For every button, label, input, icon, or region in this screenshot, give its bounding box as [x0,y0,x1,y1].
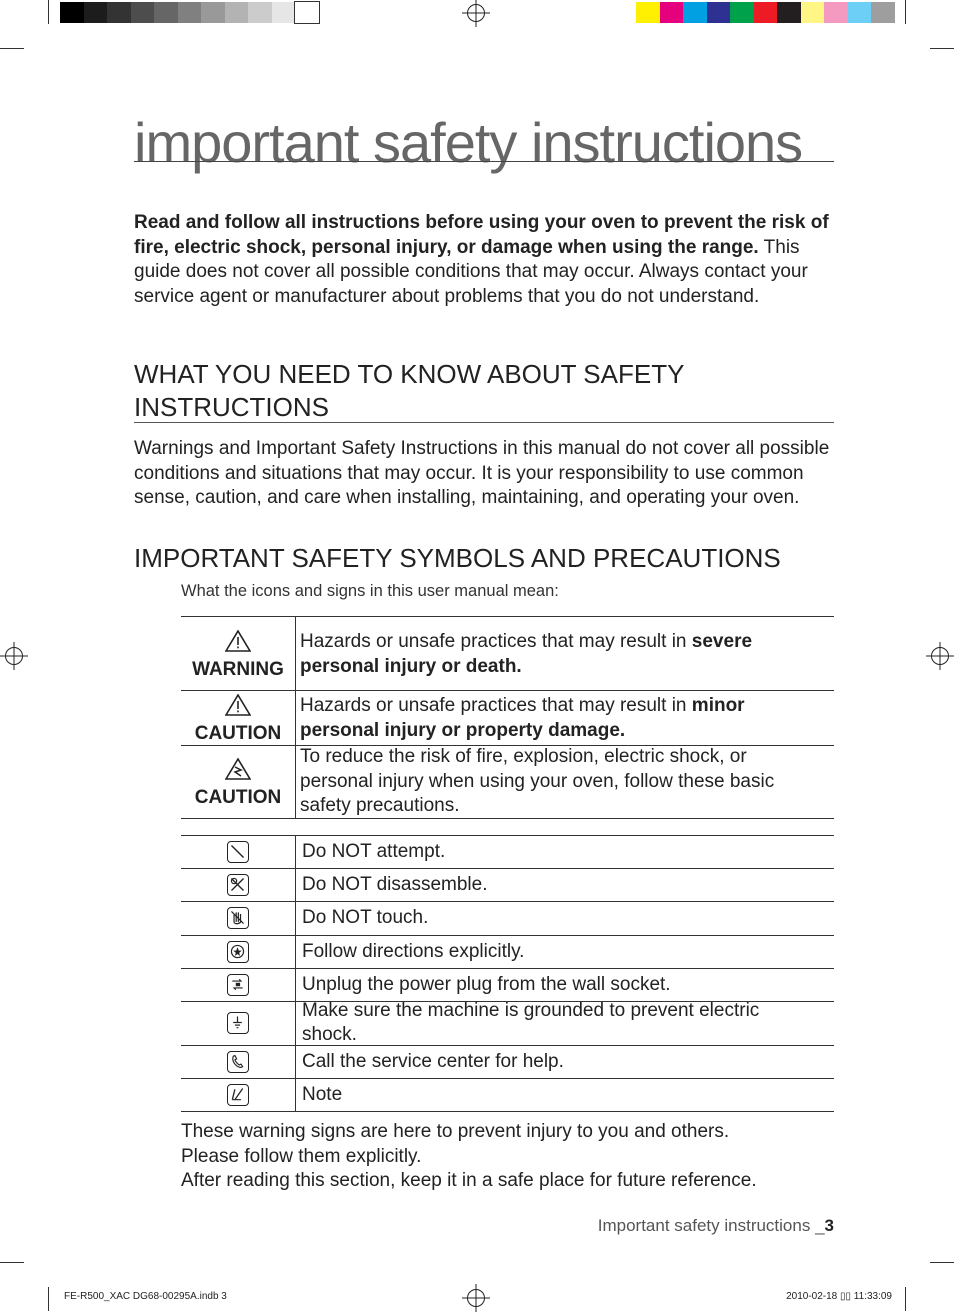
signal-text [300,694,820,743]
symbol-row [181,968,834,1001]
signal-text: To reduce the risk of fire, explosion, electric shock, or personal injury when using your oven, follow these basic safety precautions. [300,746,775,816]
table-rule [181,868,834,869]
color-swatch [730,2,754,23]
do-not-disassemble-icon [227,874,249,896]
gray-swatch [154,2,178,23]
closing-line: These warning signs are here to prevent injury to you and others. [181,1121,730,1142]
section-body: Warnings and Important Safety Instructions in this manual do not cover all possible conditions and situations that may occur. It is your responsibility to use common sense, caution, and care when installing, maintaining, and operating your oven. [134,438,830,508]
signal-label: CAUTION [194,723,282,744]
page-title: important safety instructions [134,111,803,174]
do-not-touch-icon [227,907,249,929]
table-rule [181,1078,834,1079]
signal-label: CAUTION [194,787,282,808]
gray-swatch [272,2,296,23]
note-icon [227,1084,249,1106]
color-swatch [801,2,825,23]
color-swatch [683,2,707,23]
ground-icon [227,1012,249,1034]
crop-mark [930,48,954,49]
symbol-description: Note [302,1083,343,1105]
symbol-description: Unplug the power plug from the wall socket. [302,973,671,995]
table-rule [181,1045,834,1046]
gray-swatch [248,2,272,23]
intro-paragraph [134,211,834,309]
gray-swatch [131,2,155,23]
crop-mark [905,0,906,24]
registration-mark-left [5,647,23,665]
caution-triangle-icon [225,694,251,716]
symbol-row [181,835,834,868]
table-rule [181,835,834,836]
table-rule [181,901,834,902]
table-rule [181,1111,834,1112]
gray-swatch [107,2,131,23]
symbol-description: Make sure the machine is grounded to prevent electric shock. [302,1000,760,1045]
symbol-row [181,1078,834,1111]
symbol-description: Do NOT disassemble. [302,873,488,895]
symbol-row [181,935,834,968]
symbol-row [181,868,834,901]
gray-swatch [295,2,319,23]
page-number: 3 [824,1216,834,1235]
symbol-description: Do NOT touch. [302,907,429,928]
warning-triangle-icon [225,630,251,652]
signal-text-plain: Hazards or unsafe practices that may result in [300,695,692,716]
follow-directions-icon [227,941,249,963]
section-rule [134,422,834,423]
gray-swatch [201,2,225,23]
color-swatch [848,2,872,23]
crop-mark [905,1287,906,1311]
table-divider [295,835,296,1111]
symbol-row [181,1045,834,1078]
color-swatch [754,2,778,23]
table-rule [181,616,834,617]
slug-filename: FE-R500_XAC DG68-00295A.indb 3 [64,1291,227,1302]
call-service-icon [227,1051,249,1073]
signal-text-bold: minor personal injury or property damage. [300,695,745,741]
signal-label: WARNING [192,659,284,680]
color-swatch [777,2,801,23]
gray-swatch [178,2,202,23]
signal-text-bold: severe personal injury or death. [300,631,753,677]
signal-text [300,630,820,679]
closing-line: Please follow them explicitly. [181,1145,422,1167]
gray-swatch [60,2,84,23]
crop-mark [48,0,49,24]
registration-mark-top [467,4,485,22]
symbol-row [181,1001,834,1045]
crop-mark [48,1287,49,1311]
symbol-description: Do NOT attempt. [302,840,446,862]
page-footer [598,1216,834,1236]
unplug-icon [227,974,249,996]
title-underline [134,161,834,162]
section-subtitle: What the icons and signs in this user manual mean: [181,582,559,600]
color-swatch [824,2,848,23]
table-rule [181,968,834,969]
symbol-description: Call the service center for help. [302,1050,564,1072]
color-swatch [871,2,895,23]
color-swatch [660,2,684,23]
table-rule [181,935,834,936]
registration-mark-bottom [467,1289,485,1307]
caution-shock-icon [225,758,251,780]
table-rule [181,690,834,691]
intro-rest: This guide does not cover all possible conditions that may occur. Always contact your service agent or manufacturer about problems that you do not understand. [134,236,808,307]
gray-swatch [225,2,249,23]
closing-paragraph [181,1120,834,1194]
symbol-row [181,901,834,935]
gray-swatch [84,2,108,23]
color-swatch [707,2,731,23]
do-not-attempt-icon [227,841,249,863]
table-divider [295,616,296,818]
color-swatch [636,2,660,23]
section-heading-know: WHAT YOU NEED TO KNOW ABOUT SAFETY INSTRUCTIONS [134,359,684,422]
symbol-description: Follow directions explicitly. [302,940,525,962]
closing-line: After reading this section, keep it in a safe place for future reference. [181,1170,757,1191]
intro-bold: Read and follow all instructions before using your oven to prevent the risk of fire, electric shock, personal injury, or damage when using the range. [134,212,829,258]
footer-text: Important safety instructions _ [597,1216,825,1235]
registration-mark-right [931,647,949,665]
crop-mark [0,48,24,49]
slug-timestamp: 2010-02-18 ▯▯ 11:33:09 [786,1291,892,1302]
signal-text-plain: Hazards or unsafe practices that may result in [300,631,692,652]
crop-mark [930,1262,954,1263]
crop-mark [0,1262,24,1263]
section-heading-symbols: IMPORTANT SAFETY SYMBOLS AND PRECAUTIONS [134,543,781,573]
